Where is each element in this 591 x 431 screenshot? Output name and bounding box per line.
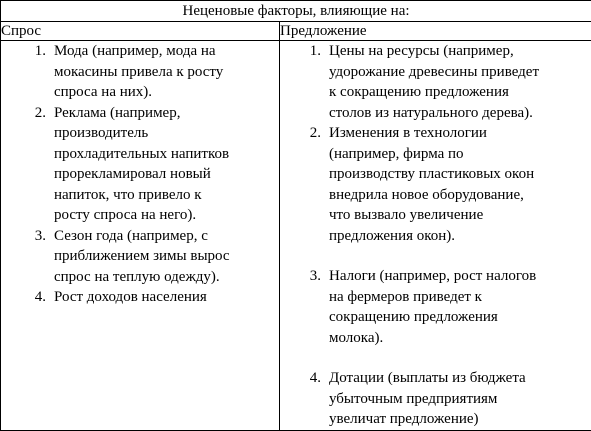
supply-factor-item	[280, 368, 591, 430]
item-line: росту спроса на него).	[54, 205, 279, 226]
item-line: удорожание древесины приведет	[329, 62, 591, 83]
item-line: Цены на ресурсы (например,	[329, 41, 591, 62]
item-line: увеличат предложение)	[329, 409, 591, 430]
body-row	[1, 41, 591, 431]
item-line: спроса на них).	[54, 82, 279, 103]
supply-factor-item	[280, 41, 591, 123]
item-line: приближением зимы вырос	[54, 246, 279, 267]
item-line: прорекламировал новый	[54, 164, 279, 185]
item-line: на фермеров приведет к	[329, 287, 591, 308]
item-number: 3.	[301, 266, 321, 287]
item-line: Налоги (например, рост налогов	[329, 266, 591, 287]
item-line: Сезон года (например, с	[54, 226, 279, 247]
item-number: 4.	[301, 368, 321, 389]
item-line: напиток, что привело к	[54, 185, 279, 206]
supply-factor-item	[280, 123, 591, 246]
demand-factor-item	[1, 103, 279, 226]
item-line: предложения окон).	[329, 226, 591, 247]
item-number: 2.	[26, 103, 46, 124]
item-line: Мода (например, мода на	[54, 41, 279, 62]
item-number: 4.	[26, 287, 46, 308]
item-line: Рост доходов населения	[54, 287, 279, 308]
demand-factor-item	[1, 287, 279, 308]
table-title: Неценовые факторы, влияющие на:	[1, 1, 591, 22]
demand-factor-item	[1, 41, 279, 103]
item-line: молока).	[329, 328, 591, 349]
column-header-demand: Спрос	[1, 22, 280, 41]
item-line: внедрила новое оборудование,	[329, 185, 591, 206]
item-line: Изменения в технологии	[329, 123, 591, 144]
column-header-supply: Предложение	[280, 22, 591, 41]
item-line: мокасины привела к росту	[54, 62, 279, 83]
item-number: 3.	[26, 226, 46, 247]
item-line: прохладительных напитков	[54, 144, 279, 165]
item-line: убыточным предприятиям	[329, 389, 591, 410]
supply-factor-list	[280, 41, 591, 430]
item-line: (например, фирма по	[329, 144, 591, 165]
supply-cell	[280, 41, 591, 431]
item-line: сокращению предложения	[329, 307, 591, 328]
item-line: Дотации (выплаты из бюджета	[329, 368, 591, 389]
item-line: к сокращению предложения	[329, 82, 591, 103]
item-line: производитель	[54, 123, 279, 144]
item-number: 1.	[26, 41, 46, 62]
demand-factor-item	[1, 226, 279, 288]
supply-factor-item	[280, 266, 591, 348]
item-line: столов из натурального дерева).	[329, 103, 591, 124]
item-line: спрос на теплую одежду).	[54, 267, 279, 288]
header-row	[1, 22, 591, 41]
demand-factor-list	[1, 41, 279, 308]
item-number: 2.	[301, 123, 321, 144]
title-row	[1, 1, 591, 22]
item-line: Реклама (например,	[54, 103, 279, 124]
item-line: производству пластиковых окон	[329, 164, 591, 185]
demand-cell	[1, 41, 280, 431]
item-line: что вызвало увеличение	[329, 205, 591, 226]
item-number: 1.	[301, 41, 321, 62]
